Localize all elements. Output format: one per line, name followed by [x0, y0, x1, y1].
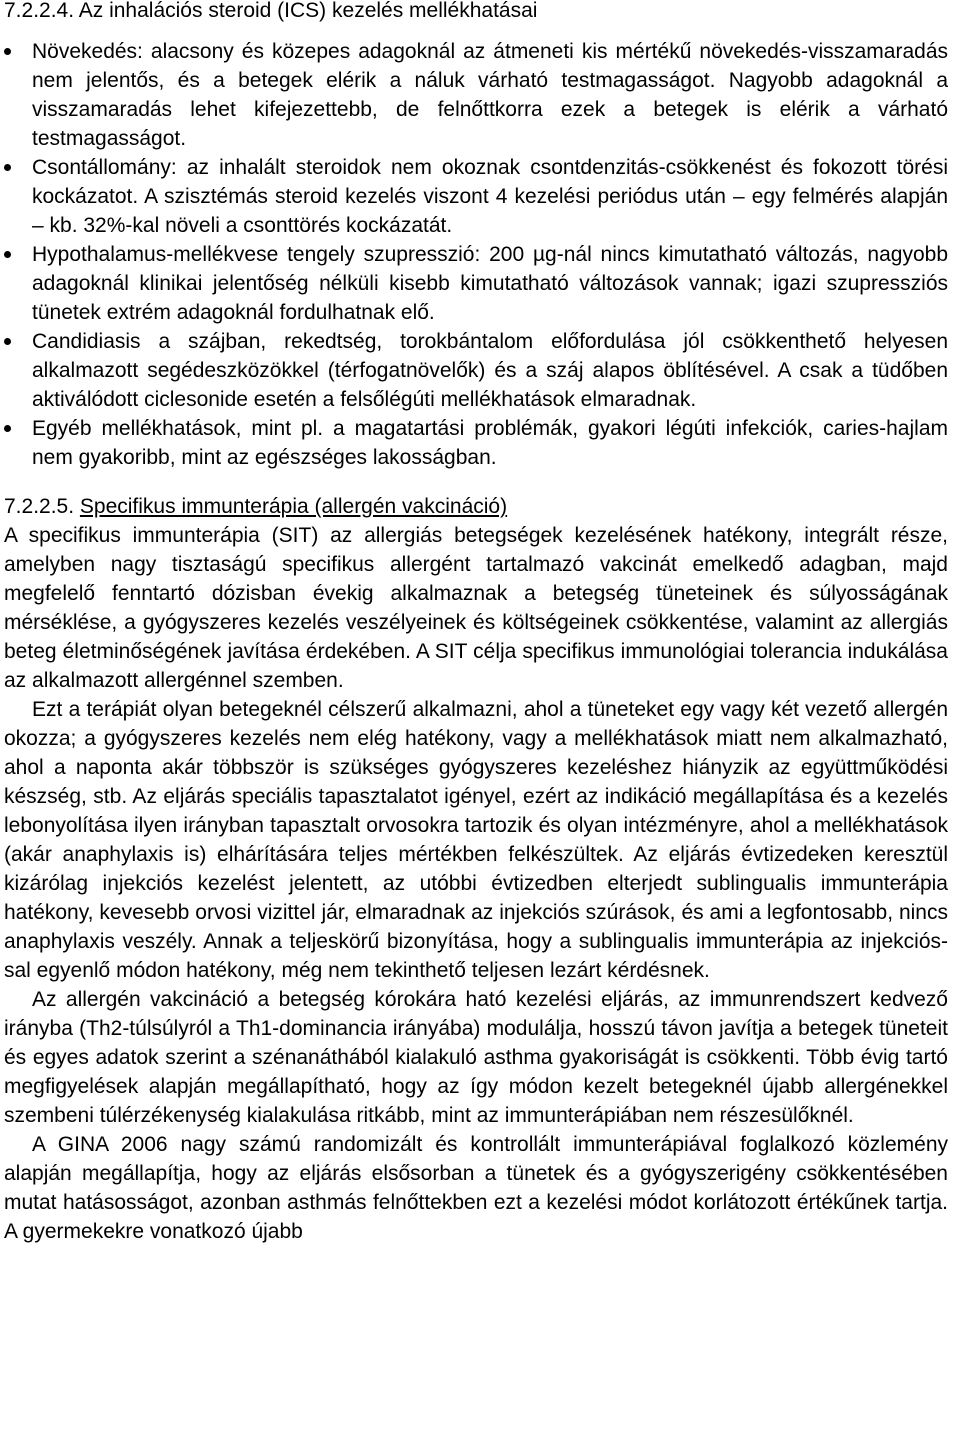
document-page [4, 0, 948, 1246]
section-title: Specifikus immunterápia (allergén vakcináció) [79, 495, 508, 518]
bullet-icon [4, 48, 11, 55]
list-item-text: Egyéb mellékhatások, mint pl. a magatartási problémák, gyakori légúti infekciók, caries-hajlam nem gyakoribb, mint az egészséges lakosságban. [32, 417, 948, 469]
section-number: 7.2.2.5. [4, 495, 75, 518]
paragraph: Az allergén vakcináció a betegség kórokára ható kezelési eljárás, az immunrendszert kedvező irányba (Th2-túlsúlyról a Th1-dominancia irányába) modulálja, hosszú távon javítja a betegek tüneteit és egyes adatok szerint a szénanáthából kialakuló asthma gyakoriságát is csökkenti. Több évig tartó megfigyelések alapján megállapítható, hogy az így módon kezelt betegeknél újabb allergénekkel szembeni túlérzékenység kialakulása ritkább, mint az immunterápiában nem részesülőknél. [4, 988, 948, 1127]
paragraph: A GINA 2006 nagy számú randomizált és kontrollált immunterápiával foglalkozó közlemény alapján megállapítja, hogy az eljárás elsősorban a tünetek és a gyógyszerigény csökkentésében mutat hatásosságot, azonban asthmás felnőttekben ezt a kezelési módot korlátozott értékűnek tartja. A gyermekekre vonatkozó újabb [4, 1133, 948, 1243]
bullet-icon [4, 251, 11, 258]
paragraph: Ezt a terápiát olyan betegeknél célszerű alkalmazni, ahol a tüneteket egy vagy két vezető allergén okozza; a gyógyszeres kezelés nem elég hatékony, vagy a mellékhatások miatt nem alkalmazható, ahol a naponta akár többször is szükséges gyógyszeres kezeléshez hiányzik az együttműködési készség, stb. Az eljárás speciális tapasztalatot igényel, ezért az indikáció megállapítása és a kezelés lebonyolítása ilyen irányban tapasztalt orvosokra tartozik és olyan intézményre, ahol a mellékhatások (akár anaphylaxis is) elhárítására teljes mértékben felkészültek. Az eljárás évtizedeken keresztül kizárólag injekciós kezelést jelentett, az utóbbi évtizedben elterjedt sublingualis immunterápia hatékony, kevesebb orvosi vizittel jár, elmaradnak az injekciós szúrások, és ami a legfontosabb, nincs anaphylaxis veszély. Annak a teljeskörű bizonyítása, hogy a sublingualis immunterápia az injekcióssal egyenlő módon hatékony, még nem tekinthető teljesen lezárt kérdésnek. [4, 698, 948, 982]
list-item-text: Csontállomány: az inhalált steroidok nem okoznak csontdenzitás-csökkenést és fokozott törési kockázatot. A szisztémás steroid kezelés viszont 4 kezelési periódus után – egy felmérés alapján – kb. 32%-kal növeli a csonttörés kockázatát. [32, 156, 948, 237]
list-item [4, 153, 948, 240]
section-heading-ics [4, 0, 948, 25]
section-spacer [4, 472, 948, 492]
list-item-text: Hypothalamus-mellékvese tengely szupresszió: 200 µg-nál nincs kimutatható változás, nagyobb adagoknál klinikai jelentőség nélküli kisebb kimutatható változások vannak; igazi szupressziós tünetek extrém adagoknál fordulhatnak elő. [32, 243, 948, 324]
list-item [4, 414, 948, 472]
bullet-icon [4, 164, 11, 171]
list-item [4, 327, 948, 414]
section-title: Az inhalációs steroid (ICS) kezelés mellékhatásai [78, 0, 538, 22]
bullet-icon [4, 425, 11, 432]
paragraph: A specifikus immunterápia (SIT) az allergiás betegségek kezelésének hatékony, integrált része, amelyben nagy tisztaságú specifikus allergént tartalmazó vakcinát emelkedő adagban, majd megfelelő fenntartó dózisban évekig alkalmaznak a betegség tüneteinek és súlyosságának mérséklése, a gyógyszeres kezelés veszélyeinek és költségeinek csökkentése, valamint az allergiás beteg életminőségének javítása érdekében. A SIT célja specifikus immunológiai tolerancia indukálása az alkalmazott allergénnel szemben. [4, 524, 948, 692]
section-number: 7.2.2.4. [4, 0, 75, 22]
list-item [4, 240, 948, 327]
section-heading-sit [4, 492, 948, 521]
side-effects-list [4, 37, 948, 472]
list-item-text: Növekedés: alacsony és közepes adagoknál az átmeneti kis mértékű növekedés-visszamaradás nem jelentős, és a betegek elérik a náluk várható testmagasságot. Nagyobb adagoknál a visszamaradás lehet kifejezettebb, de felnőttkorra ezek a betegek is elérik a várható testmagasságot. [32, 40, 948, 150]
list-item [4, 37, 948, 153]
list-item-text: Candidiasis a szájban, rekedtség, torokbántalom előfordulása jól csökkenthető helyesen alkalmazott segédeszközökkel (térfogatnövelők) és a száj alapos öblítésével. A csak a tüdőben aktiválódott ciclesonide esetén a felsőlégúti mellékhatások elmaradnak. [32, 330, 948, 411]
bullet-icon [4, 338, 11, 345]
